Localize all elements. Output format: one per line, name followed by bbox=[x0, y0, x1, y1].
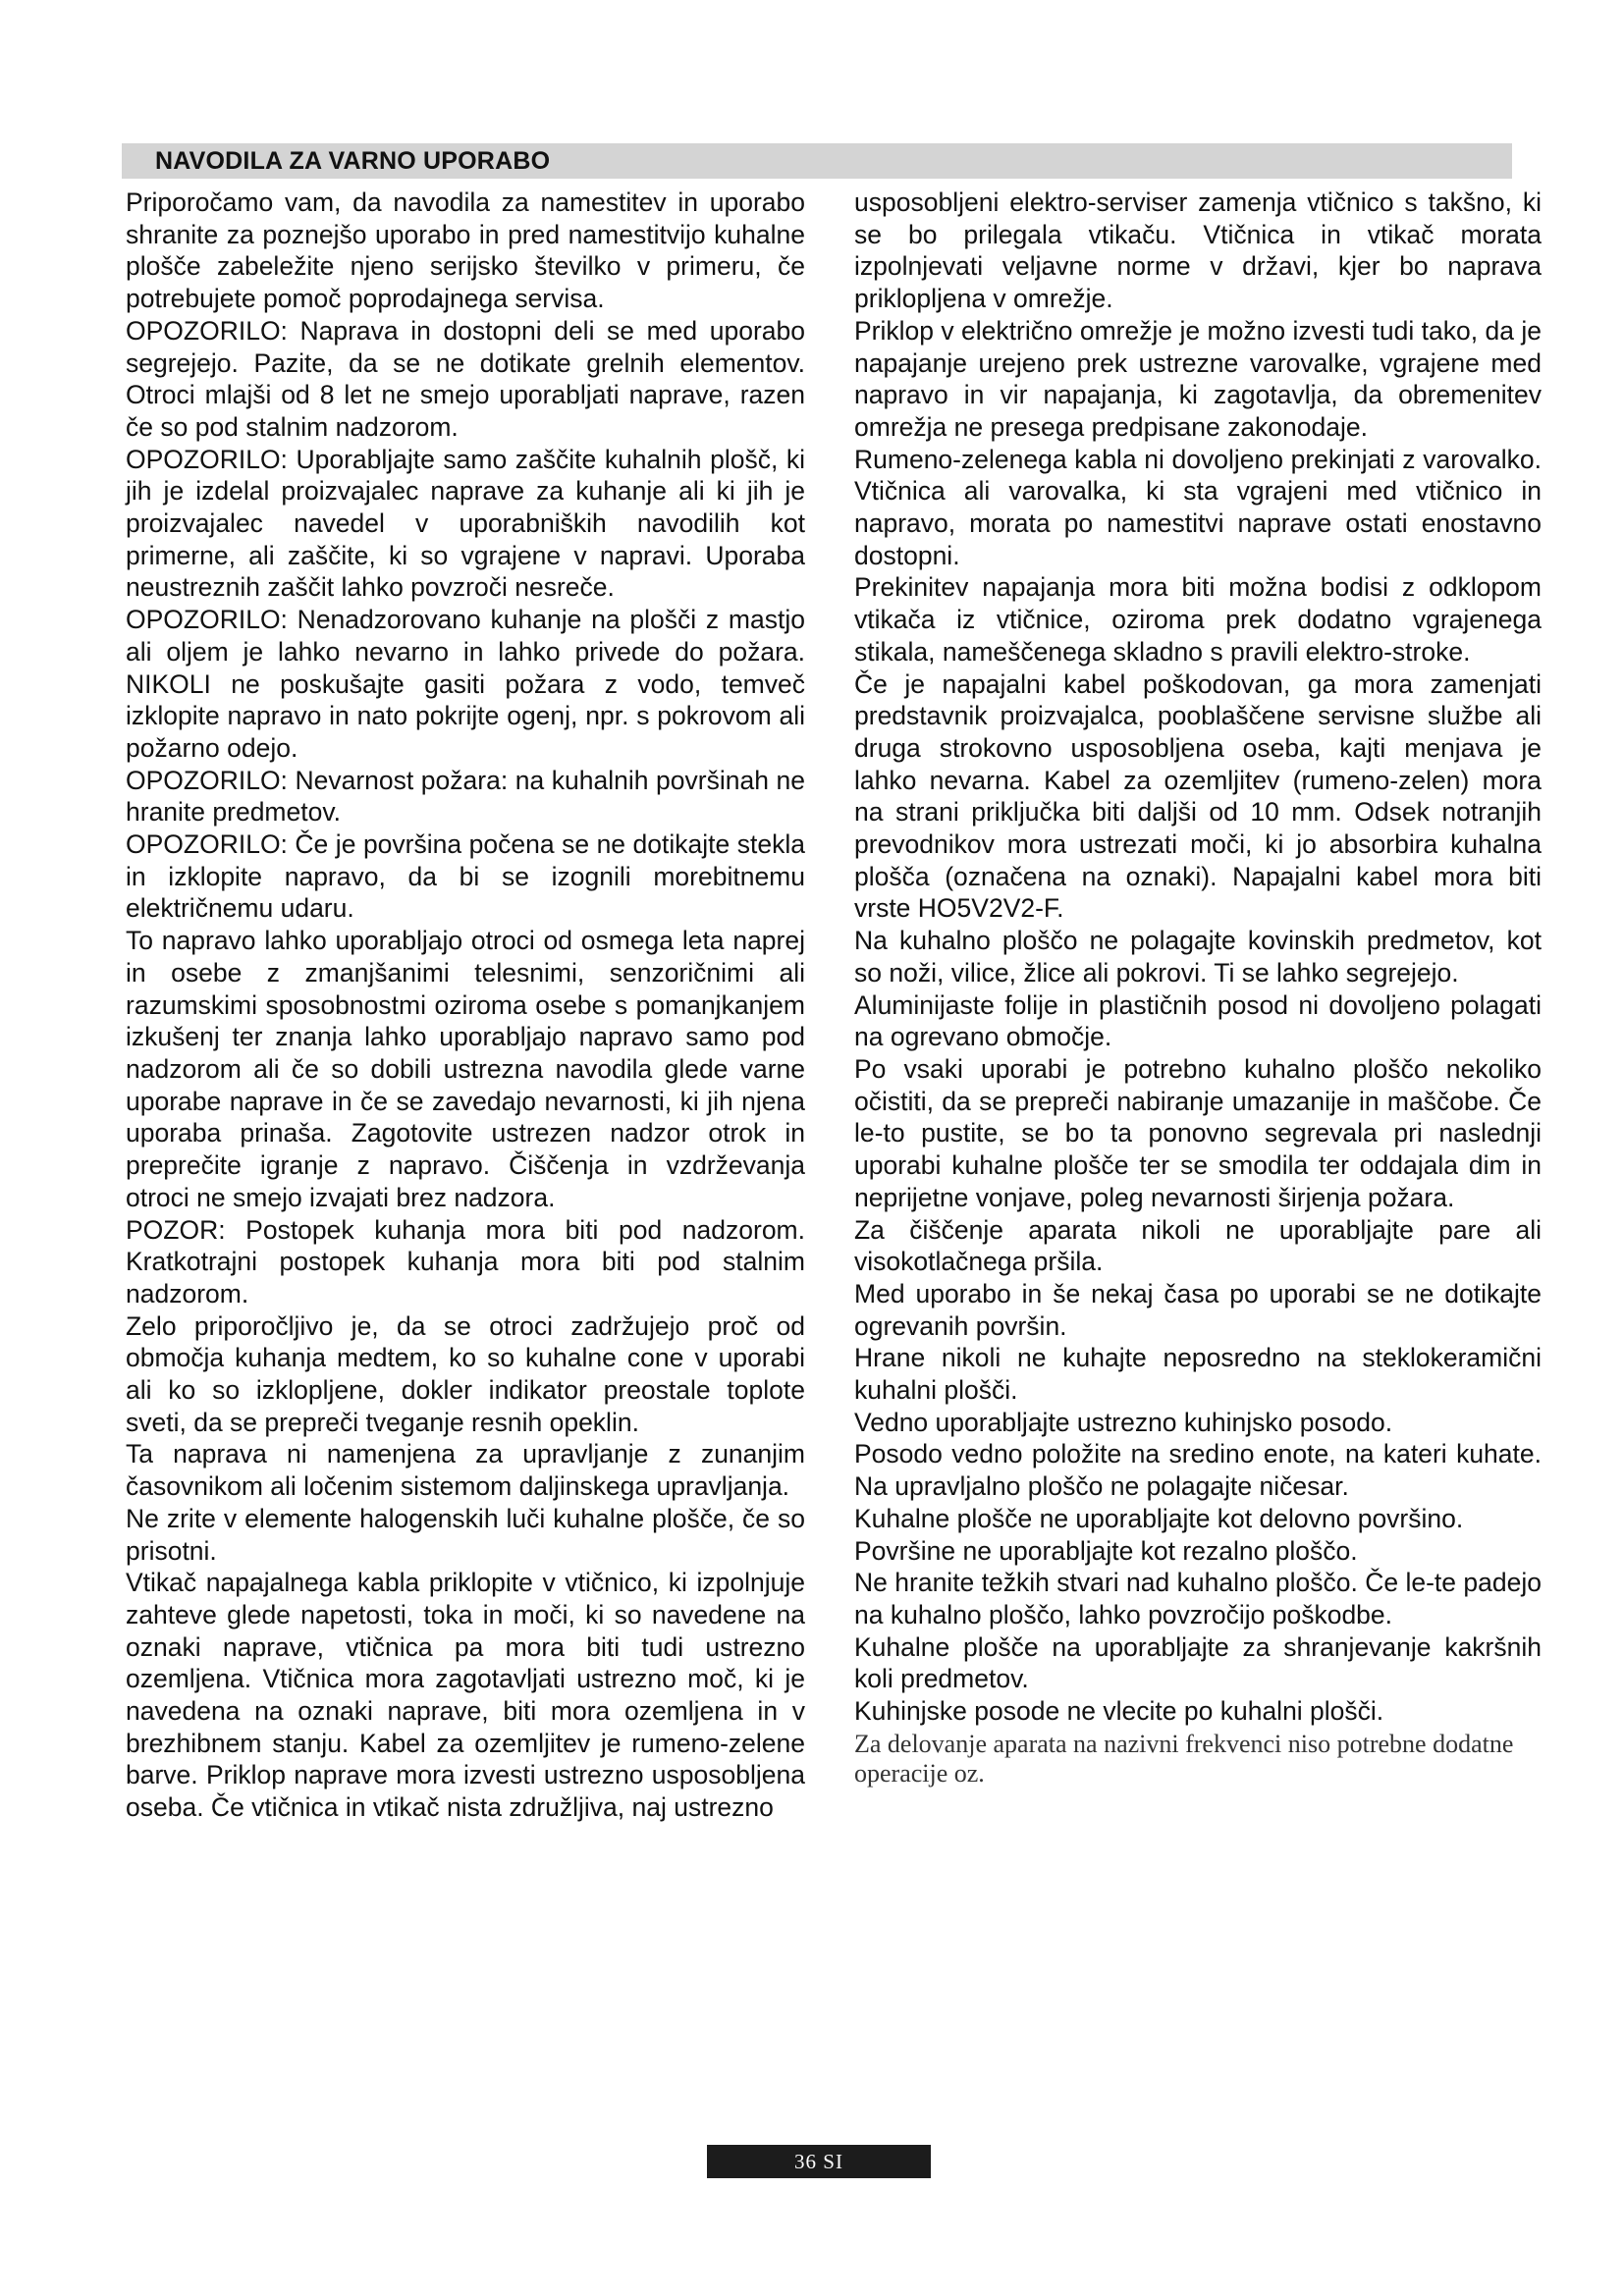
paragraph-metal-objects: Na kuhalno ploščo ne polagajte kovinskih predmetov, kot so noži, vilice, žlice ali pokrovi. Ti se lahko segrejejo. bbox=[854, 926, 1542, 988]
paragraph-no-external-timer: Ta naprava ni namenjena za upravljanje z zunanjim časovnikom ali ločenim sistemom daljinskega upravljanja. bbox=[126, 1439, 805, 1502]
paragraph-heavy-objects: Ne hranite težkih stvari nad kuhalno ploščo. Če le-te padejo na kuhalno ploščo, lahko povzročijo poškodbe. bbox=[854, 1568, 1542, 1629]
paragraph-not-work-surface: Kuhalne plošče ne uporabljajte kot delovno površino. bbox=[854, 1503, 1464, 1533]
paragraph-caution-supervision: POZOR: Postopek kuhanja mora biti pod nadzorom. Kratkotrajni postopek kuhanja mora biti pod stalnim nadzorom. bbox=[126, 1214, 805, 1308]
paragraph-children-usage: To napravo lahko uporabljajo otroci od osmega leta naprej in osebe z zmanjšanimi telesnimi, senzoričnimi ali razumskimi sposobnostmi oziroma osebe s pomanjkanjem izkušenj ter znanja lahko uporabljajo napravo samo pod nadzorom ali če so dobili ustrezna navodila glede varne uporabe naprave in če se zavedajo nevarnosti, ki jih njena uporaba prinaša. Zagotovite ustrezen nadzor otrok in preprečite igranje z napravo. Čiščenja in vzdrževanja otroci ne smejo izvajati brez nadzora. bbox=[126, 926, 805, 1212]
page-number: 36 SI bbox=[794, 2149, 843, 2173]
paragraph-storage-instructions: Priporočamo vam, da navodila za namestitev in uporabo shranite za poznejšo uporabo in pred namestitvijo kuhalne plošče zabeležite njeno serijsko številko v primeru, če potrebujete pomoč poprodajnega servisa. bbox=[126, 187, 805, 314]
paragraph-halogen-lights: Ne zrite v elemente halogenskih luči kuhalne plošče, če so prisotni. bbox=[126, 1503, 805, 1566]
paragraph-ground-wire: Rumeno-zelenega kabla ni dovoljeno prekinjati z varovalko. Vtičnica ali varovalka, ki sta vgrajeni med vtičnico in napravo, morata po namestitvi naprave ostati enostavno dostopni. bbox=[854, 444, 1542, 570]
paragraph-power-plug: Vtikač napajalnega kabla priklopite v vtičnico, ki izpolnjuje zahteve glede napetosti, toka in moči, ki so navedene na oznaki naprave, vtičnica pa mora biti tudi ustrezno ozemljena. Vtičnica mora zagotavljati ustrezno moč, ki je navedena na oznaki naprave, biti mora ozemljena in v brezhibnem stanju. Kabel za ozemljitev je rumeno-zelene barve. Priklop naprave mora izvesti ustrezno usposobljena oseba. Če vtičnica in vtikač nista združljiva, naj ustrezno bbox=[126, 1568, 805, 1823]
paragraph-no-steam-cleaning: Za čiščenje aparata nikoli ne uporabljajte pare ali visokotlačnega pršila. bbox=[854, 1214, 1542, 1277]
section-title: NAVODILA ZA VARNO UPORABO bbox=[155, 147, 551, 175]
right-text-column bbox=[854, 187, 1542, 1789]
paragraph-not-cutting-board: Površine ne uporabljajte kot rezalno ploščo. bbox=[854, 1535, 1358, 1566]
paragraph-no-direct-cooking: Hrane nikoli ne kuhajte neposredno na steklokeramični kuhalni plošči. bbox=[854, 1343, 1542, 1406]
paragraph-power-disconnect: Prekinitev napajanja mora biti možna bodisi z odklopom vtikača iz vtičnice, oziroma prek dodatno vgrajenega stikala, nameščenega skladno s pravili elektro-stroke. bbox=[854, 572, 1542, 667]
paragraph-aluminium-foil: Aluminijaste folije in plastičnih posod ni dovoljeno polagati na ogrevano območje. bbox=[854, 989, 1542, 1052]
paragraph-center-cookware: Posodo vedno položite na sredino enote, na kateri kuhate. Na upravljalno ploščo ne polagajte ničesar. bbox=[854, 1439, 1542, 1502]
paragraph-cleaning-after-use: Po vsaki uporabi je potrebno kuhalno ploščo nekoliko očistiti, da se prepreči nabiranje umazanije in maščobe. Če le-to pustite, se bo ta ponovno segrevala pri naslednji uporabi kuhalne plošče ter se smodila ter oddajala dim in neprijetne vonjave, poleg nevarnosti širjenja požara. bbox=[854, 1053, 1542, 1212]
paragraph-frequency-note: Za delovanje aparata na nazivni frekvenci niso potrebne dodatne operacije oz. bbox=[854, 1729, 1514, 1788]
paragraph-no-dragging: Kuhinjske posode ne vlecite po kuhalni plošči. bbox=[854, 1696, 1384, 1727]
paragraph-warning-hob-guards: OPOZORILO: Uporabljajte samo zaščite kuhalnih plošč, ki jih je izdelal proizvajalec naprave za kuhanje ali ki jih je proizvajalec navedel v uporabniških navodilih kot primerne, ali zaščite, ki so vgrajene v napravi. Uporaba neustreznih zaščit lahko povzroči nesreče. bbox=[126, 444, 805, 603]
paragraph-suitable-cookware: Vedno uporabljajte ustrezno kuhinjsko posodo. bbox=[854, 1407, 1393, 1437]
paragraph-warning-hot-parts: OPOZORILO: Naprava in dostopni deli se med uporabo segrejejo. Pazite, da se ne dotikate grelnih elementov. Otroci mlajši od 8 let ne smejo uporabljati naprave, razen če so pod stalnim nadzorom. bbox=[126, 315, 805, 442]
paragraph-fuse-connection: Priklop v električno omrežje je možno izvesti tudi tako, da je napajanje urejeno prek ustrezne varovalke, vgrajene med napravo in vir napajanja, ki zagotavlja, da obremenitev omrežja ne presega predpisane zakonodaje. bbox=[854, 315, 1542, 442]
paragraph-warning-fat-oil-fire: OPOZORILO: Nenadzorovano kuhanje na plošči z mastjo ali oljem je lahko nevarno in lahko privede do požara. NIKOLI ne poskušajte gasiti požara z vodo, temveč izklopite napravo in nato pokrijte ogenj, npr. s pokrovom ali požarno odejo. bbox=[126, 605, 805, 763]
paragraph-children-distance: Zelo priporočljivo je, da se otroci zadržujejo proč od območja kuhanja medtem, ko so kuhalne cone v uporabi ali ko so izklopljene, dokler indikator preostale toplote sveti, da se prepreči tveganje resnih opeklin. bbox=[126, 1310, 805, 1437]
paragraph-no-storage: Kuhalne plošče na uporabljajte za shranjevanje kakršnih koli predmetov. bbox=[854, 1631, 1542, 1694]
paragraph-warning-cracked-surface: OPOZORILO: Če je površina počena se ne dotikajte stekla in izklopite napravo, da bi se izognili morebitnemu električnemu udaru. bbox=[126, 829, 805, 924]
paragraph-warning-fire-storage: OPOZORILO: Nevarnost požara: na kuhalnih površinah ne hranite predmetov. bbox=[126, 765, 805, 828]
page-footer-bar bbox=[707, 2145, 931, 2178]
paragraph-hot-surfaces: Med uporabo in še nekaj časa po uporabi se ne dotikajte ogrevanih površin. bbox=[854, 1278, 1542, 1341]
paragraph-damaged-cable: Če je napajalni kabel poškodovan, ga mora zamenjati predstavnik proizvajalca, pooblaščene servisne službe ali druga strokovno usposobljena oseba, kajti menjava je lahko nevarna. Kabel za ozemljitev (rumeno-zelen) mora na strani priključka biti daljši od 10 mm. Odsek notranjih prevodnikov mora ustrezati moči, ki jo absorbira kuhalna plošča (označena na oznaki). Napajalni kabel mora biti vrste HO5V2V2-F. bbox=[854, 668, 1542, 924]
paragraph-plug-replacement: usposobljeni elektro-serviser zamenja vtičnico s takšno, ki se bo prilegala vtikaču. Vtičnica in vtikač morata izpolnjevati veljavne norme v državi, kjer bo naprava priklopljena v omrežje. bbox=[854, 187, 1542, 314]
section-header-bar bbox=[122, 143, 1512, 179]
left-text-column bbox=[126, 187, 805, 1824]
